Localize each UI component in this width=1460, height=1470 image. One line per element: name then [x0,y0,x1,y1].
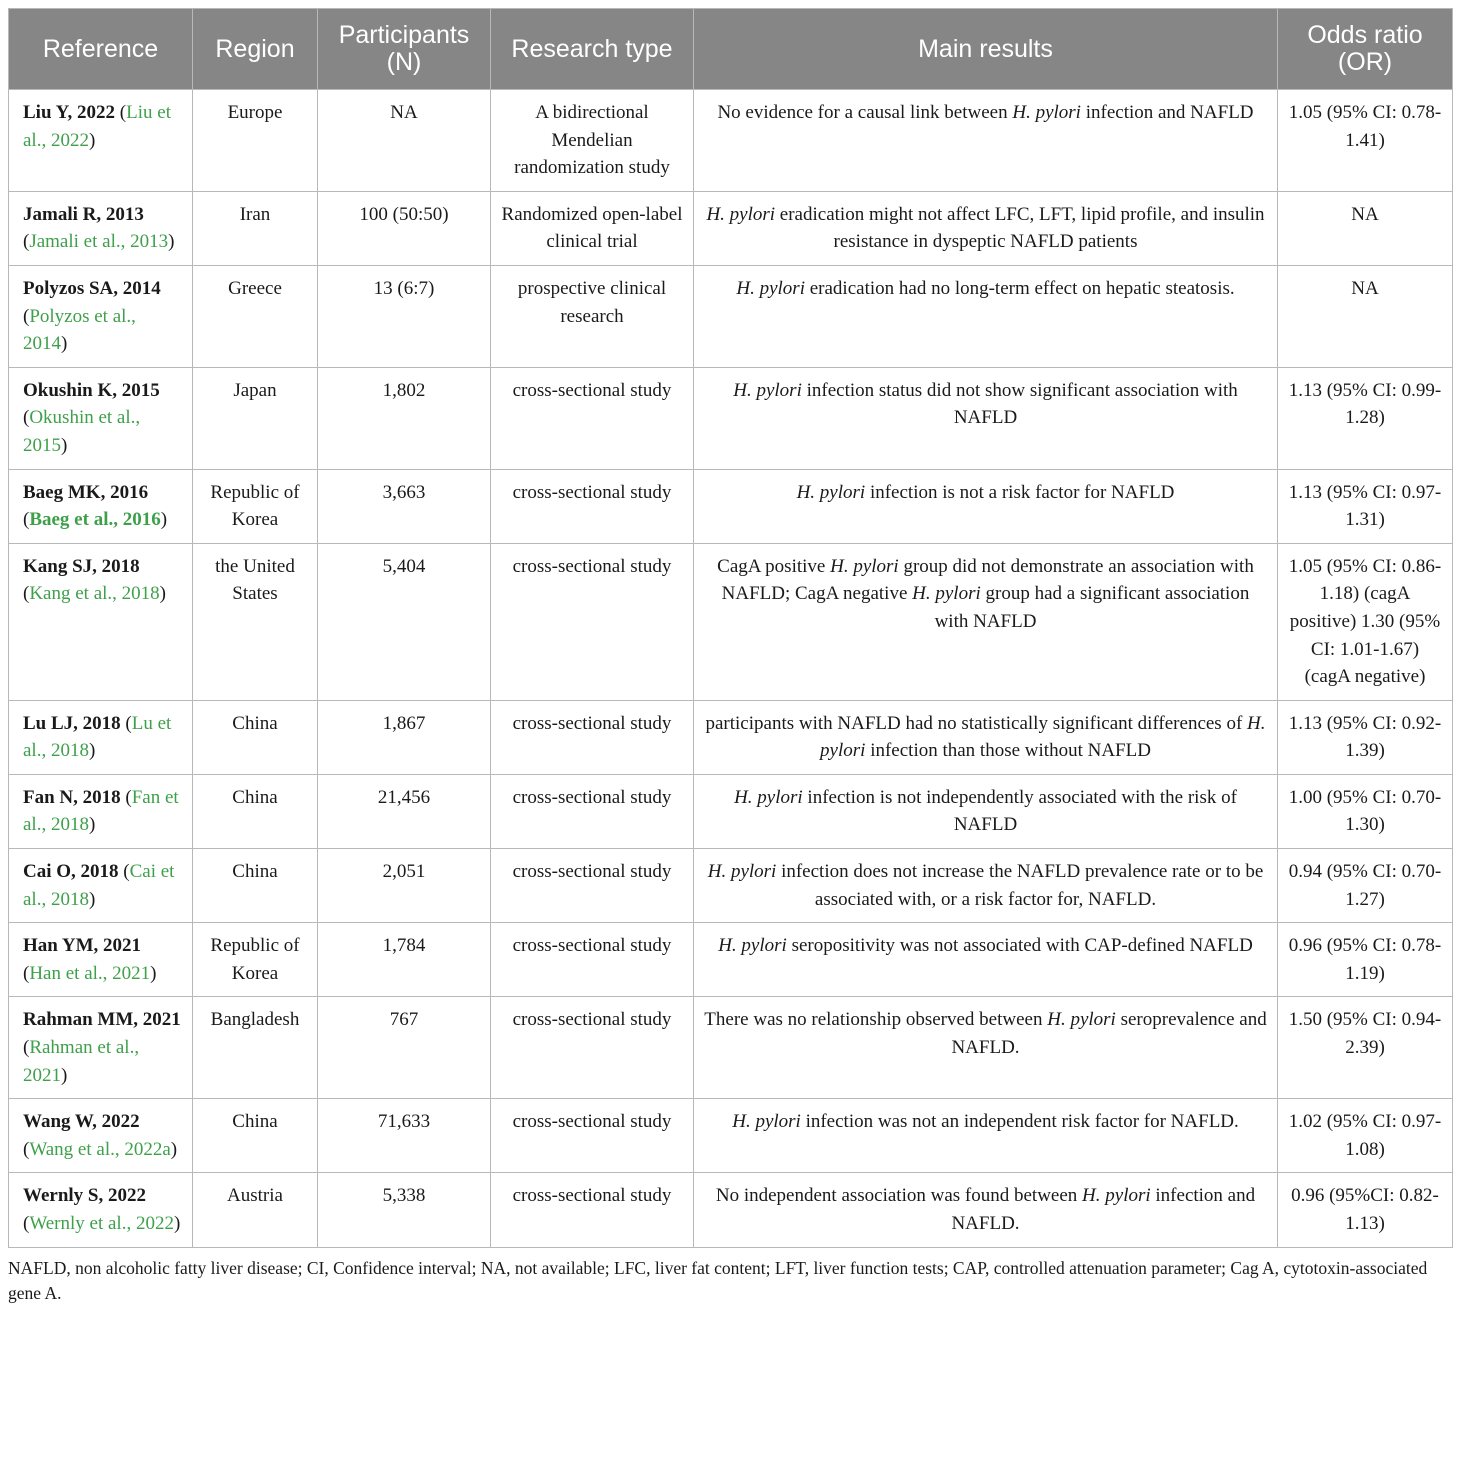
cell-research-type: A bidirectional Mendelian randomization study [491,90,694,192]
header-research-type: Research type [491,9,694,90]
table-row [9,700,1453,774]
species-name: H. pylori [736,277,805,299]
result-text: eradication had no long-term effect on hepatic steatosis. [804,277,1235,299]
header-region: Region [193,9,318,90]
cell-region: Austria [193,1173,318,1247]
reference-author: Rahman MM, 2021 [23,1009,181,1031]
result-text: eradication might not affect LFC, LFT, lipid profile, and insulin resistance in dyspeptic NAFLD patients [775,203,1265,253]
cell-main-results [694,191,1278,265]
species-name: H. pylori [912,583,981,605]
result-text: CagA positive [717,555,831,577]
cell-main-results [694,367,1278,469]
result-text: infection does not increase the NAFLD prevalence rate or to be associated with, or a risk factor for, NAFLD. [776,861,1264,910]
species-name: H. pylori [1047,1009,1116,1031]
result-text: group had a significant association with NAFLD [934,583,1250,632]
result-text: No independent association was found between [715,1185,1083,1207]
result-text: participants with NAFLD had no statistically significant differences of [705,712,1248,734]
citation-link[interactable]: Wernly et al., 2022 [29,1213,174,1234]
result-text: infection than those without NAFLD [865,740,1151,762]
citation-link[interactable]: Rahman et al., 2021 [23,1037,140,1086]
studies-table [8,8,1453,1248]
cell-main-results [694,774,1278,848]
reference-author: Fan N, 2018 [23,786,121,808]
table-row [9,469,1453,543]
result-text: infection was not an independent risk factor for NAFLD. [800,1111,1239,1133]
cell-reference: Baeg MK, 2016 (Baeg et al., 2016) [9,469,193,543]
cell-research-type: cross-sectional study [491,774,694,848]
citation-link[interactable]: Jamali et al., 2013 [29,231,169,253]
result-text: No evidence for a causal link between [717,102,1013,123]
cell-reference: Kang SJ, 2018 (Kang et al., 2018) [9,543,193,700]
reference-author: Lu LJ, 2018 [23,712,121,734]
result-text: infection and NAFLD [1080,102,1254,123]
cell-research-type: cross-sectional study [491,923,694,997]
cell-odds-ratio: 1.13 (95% CI: 0.92-1.39) [1278,700,1453,774]
cell-participants: NA [318,90,491,192]
cell-research-type: cross-sectional study [491,543,694,700]
cell-odds-ratio: 1.05 (95% CI: 0.86-1.18) (cagA positive) 1.30 (95% CI: 1.01-1.67) (cagA negative) [1278,543,1453,700]
cell-participants: 3,663 [318,469,491,543]
table-row [9,849,1453,923]
cell-region: China [193,700,318,774]
citation-link[interactable]: Han et al., 2021 [29,962,151,984]
species-name: H. pylori [796,481,866,503]
species-name: H. pylori [820,712,1266,762]
cell-research-type: cross-sectional study [491,700,694,774]
cell-main-results [694,265,1278,367]
result-text: infection status did not show significant association with NAFLD [801,379,1238,429]
cell-reference: Jamali R, 2013 (Jamali et al., 2013) [9,191,193,265]
reference-author: Cai O, 2018 [23,861,119,883]
cell-odds-ratio: 1.00 (95% CI: 0.70-1.30) [1278,774,1453,848]
reference-author: Wernly S, 2022 [23,1185,146,1207]
cell-region: Japan [193,367,318,469]
result-text: There was no relationship observed between [704,1009,1048,1031]
cell-participants: 5,338 [318,1173,491,1247]
result-text: seroprevalence and NAFLD. [951,1009,1267,1059]
header-odds-ratio: Odds ratio (OR) [1278,9,1453,90]
cell-participants: 21,456 [318,774,491,848]
table-row [9,367,1453,469]
cell-research-type: Randomized open-label clinical trial [491,191,694,265]
citation-link[interactable]: Wang et al., 2022a [29,1138,171,1160]
cell-region: Republic of Korea [193,469,318,543]
header-reference: Reference [9,9,193,90]
species-name: H. pylori [707,861,777,883]
species-name: H. pylori [1082,1185,1151,1207]
cell-reference: Wernly S, 2022 (Wernly et al., 2022) [9,1173,193,1247]
cell-reference: Rahman MM, 2021 (Rahman et al., 2021) [9,997,193,1099]
cell-reference: Fan N, 2018 (Fan et al., 2018) [9,774,193,848]
cell-region: Iran [193,191,318,265]
result-text: infection is not a risk factor for NAFLD [865,481,1175,503]
reference-author: Han YM, 2021 [23,935,142,957]
cell-odds-ratio: NA [1278,265,1453,367]
cell-participants: 1,867 [318,700,491,774]
cell-main-results [694,1173,1278,1247]
cell-research-type: cross-sectional study [491,367,694,469]
cell-research-type: cross-sectional study [491,1173,694,1247]
cell-odds-ratio: 1.13 (95% CI: 0.97-1.31) [1278,469,1453,543]
cell-research-type: prospective clinical research [491,265,694,367]
species-name: H. pylori [733,379,802,401]
result-text: infection is not independently associated with the risk of NAFLD [802,786,1237,836]
table-row [9,774,1453,848]
result-text: seropositivity was not associated with CAP-defined NAFLD [786,935,1253,957]
cell-research-type: cross-sectional study [491,849,694,923]
table-row [9,90,1453,192]
cell-research-type: cross-sectional study [491,469,694,543]
cell-main-results [694,997,1278,1099]
cell-main-results [694,849,1278,923]
table-row [9,1173,1453,1247]
result-text: group did not demonstrate an association with NAFLD; CagA negative [721,555,1254,605]
cell-region: the United States [193,543,318,700]
cell-participants: 100 (50:50) [318,191,491,265]
citation-link[interactable]: Baeg et al., 2016 [29,509,161,531]
cell-participants: 13 (6:7) [318,265,491,367]
header-participants: Participants (N) [318,9,491,90]
cell-participants: 71,633 [318,1099,491,1173]
species-name: H. pylori [830,555,899,577]
table-footnote: NAFLD, non alcoholic fatty liver disease; CI, Confidence interval; NA, not available; LFC, liver fat content; LFT, liver function tests; CAP, controlled attenuation parameter; Cag A, cytotoxin-associated gene A. [8,1257,1428,1303]
cell-region: Bangladesh [193,997,318,1099]
table-row [9,191,1453,265]
cell-odds-ratio: 1.02 (95% CI: 0.97-1.08) [1278,1099,1453,1173]
reference-author: Baeg MK, 2016 [23,481,149,503]
cell-odds-ratio: 1.05 (95% CI: 0.78-1.41) [1278,90,1453,192]
cell-reference: Wang W, 2022 (Wang et al., 2022a) [9,1099,193,1173]
citation-link[interactable]: Liu et al., 2022 [23,102,171,151]
citation-link[interactable]: Fan et al., 2018 [23,786,179,836]
species-name: H. pylori [718,935,787,957]
table-row [9,997,1453,1099]
cell-reference: Cai O, 2018 (Cai et al., 2018) [9,849,193,923]
species-name: H. pylori [732,1111,801,1133]
species-name: H. pylori [1012,102,1081,123]
result-text: infection and NAFLD. [951,1185,1256,1234]
cell-region: Republic of Korea [193,923,318,997]
cell-participants: 5,404 [318,543,491,700]
reference-author: Liu Y, 2022 [23,102,116,123]
cell-odds-ratio: 1.13 (95% CI: 0.99-1.28) [1278,367,1453,469]
reference-author: Kang SJ, 2018 [23,555,140,577]
species-name: H. pylori [706,203,776,225]
table-body [9,90,1453,1248]
cell-main-results [694,543,1278,700]
cell-reference: Polyzos SA, 2014 (Polyzos et al., 2014) [9,265,193,367]
citation-link[interactable]: Okushin et al., 2015 [23,407,141,456]
citation-link[interactable]: Lu et al., 2018 [23,712,172,762]
cell-participants: 1,784 [318,923,491,997]
reference-author: Wang W, 2022 [23,1111,140,1133]
table-row [9,1099,1453,1173]
cell-region: China [193,774,318,848]
header-row [9,9,1453,90]
table-container [8,8,1452,1306]
cell-research-type: cross-sectional study [491,997,694,1099]
cell-region: Greece [193,265,318,367]
cell-region: China [193,849,318,923]
cell-main-results [694,923,1278,997]
cell-reference: Liu Y, 2022 (Liu et al., 2022) [9,90,193,192]
citation-link[interactable]: Kang et al., 2018 [29,583,160,605]
cell-reference: Okushin K, 2015 (Okushin et al., 2015) [9,367,193,469]
cell-main-results [694,700,1278,774]
table-row [9,543,1453,700]
cell-participants: 1,802 [318,367,491,469]
cell-odds-ratio: 0.96 (95%CI: 0.82-1.13) [1278,1173,1453,1247]
table-row [9,265,1453,367]
reference-author: Polyzos SA, 2014 [23,277,161,299]
cell-participants: 767 [318,997,491,1099]
cell-main-results [694,469,1278,543]
reference-author: Jamali R, 2013 [23,203,144,225]
cell-main-results [694,90,1278,192]
table-row [9,923,1453,997]
citation-link[interactable]: Polyzos et al., 2014 [23,305,136,355]
cell-region: China [193,1099,318,1173]
cell-odds-ratio: 0.94 (95% CI: 0.70-1.27) [1278,849,1453,923]
cell-odds-ratio: 1.50 (95% CI: 0.94- 2.39) [1278,997,1453,1099]
header-main-results: Main results [694,9,1278,90]
cell-odds-ratio: 0.96 (95% CI: 0.78-1.19) [1278,923,1453,997]
species-name: H. pylori [734,786,803,808]
cell-reference: Han YM, 2021 (Han et al., 2021) [9,923,193,997]
reference-author: Okushin K, 2015 [23,379,160,401]
cell-main-results [694,1099,1278,1173]
cell-region: Europe [193,90,318,192]
cell-participants: 2,051 [318,849,491,923]
cell-reference: Lu LJ, 2018 (Lu et al., 2018) [9,700,193,774]
citation-link[interactable]: Cai et al., 2018 [23,861,175,910]
cell-research-type: cross-sectional study [491,1099,694,1173]
cell-odds-ratio: NA [1278,191,1453,265]
